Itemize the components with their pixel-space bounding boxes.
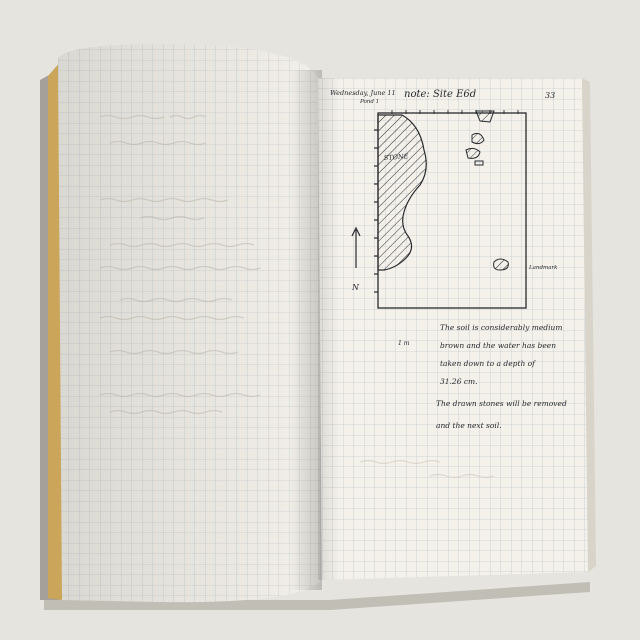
scale-note: 1 m	[398, 340, 410, 347]
header-sub: Pond 1	[360, 99, 380, 105]
header-date: Wednesday, June 11	[330, 89, 396, 97]
note-line: The drawn stones will be removed	[436, 399, 567, 408]
landmark-label: Landmark	[529, 265, 558, 271]
left-page	[58, 44, 322, 602]
north-label: N	[352, 283, 359, 292]
note-line: brown and the water has been	[440, 341, 557, 350]
note-line: The soil is considerably medium	[440, 323, 563, 332]
header-title: note: Site E6d	[404, 89, 477, 100]
note-line: and the next soil.	[436, 421, 502, 430]
stone-label: STONE	[383, 152, 409, 162]
note-line: taken down to a depth of	[440, 359, 535, 368]
page-number: 33	[545, 91, 556, 100]
note-line: 31.26 cm.	[440, 377, 478, 386]
